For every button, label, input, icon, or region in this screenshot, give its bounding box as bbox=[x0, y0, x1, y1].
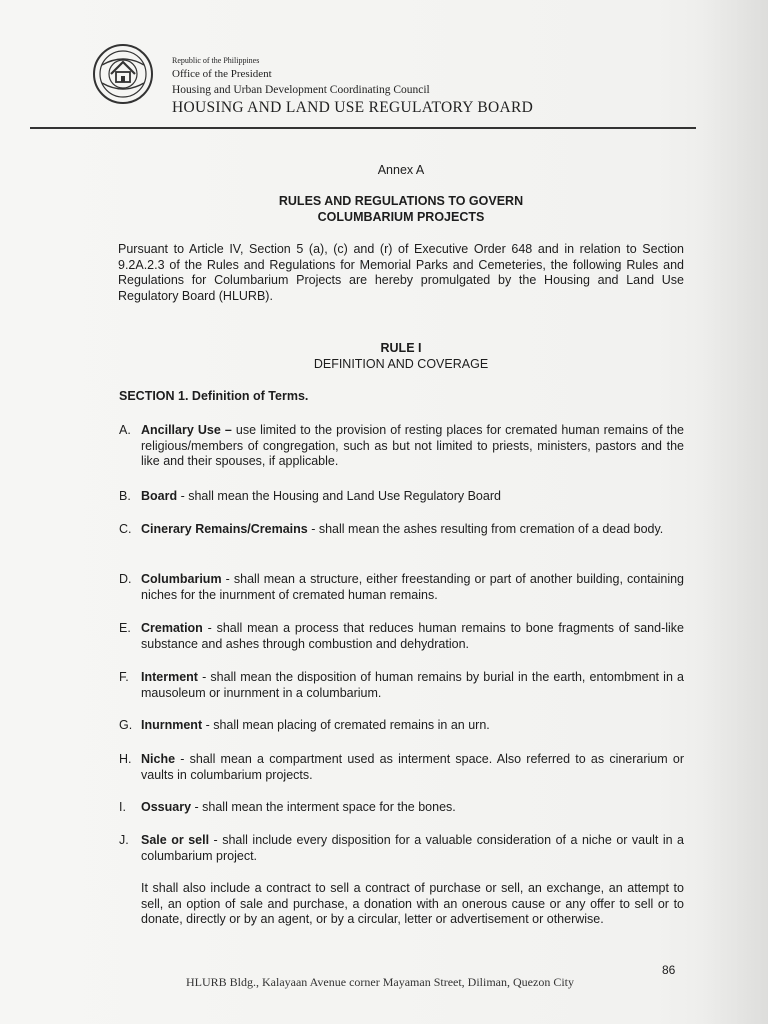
definition-letter: J. bbox=[119, 833, 129, 847]
rule-title: DEFINITION AND COVERAGE bbox=[313, 357, 489, 371]
definition-letter: B. bbox=[119, 489, 131, 503]
annex-label: Annex A bbox=[377, 163, 425, 177]
header-republic: Republic of the Philippines bbox=[172, 56, 260, 65]
header-divider bbox=[30, 127, 696, 129]
definition-item bbox=[119, 621, 684, 652]
definition-item bbox=[119, 572, 684, 603]
definition-letter: I. bbox=[119, 800, 126, 814]
definition-letter: G. bbox=[119, 718, 133, 732]
definition-text: - shall mean the Housing and Land Use Regulatory Board bbox=[177, 489, 501, 503]
definition-term: Interment bbox=[141, 670, 198, 684]
definition-text: - shall mean the ashes resulting from cremation of a dead body. bbox=[307, 522, 664, 536]
definition-term: Cinerary Remains/Cremains bbox=[141, 522, 308, 536]
definition-term: Inurnment bbox=[141, 718, 203, 732]
definition-letter: C. bbox=[119, 522, 132, 536]
definition-item bbox=[119, 423, 684, 470]
definition-term: Ancillary Use – bbox=[141, 423, 232, 437]
definition-item bbox=[119, 522, 684, 538]
header-office: Office of the President bbox=[172, 68, 272, 80]
definition-term: Sale or sell bbox=[141, 833, 210, 847]
doc-title-line2: COLUMBARIUM PROJECTS bbox=[317, 210, 485, 224]
definition-item bbox=[119, 489, 684, 505]
header-council: Housing and Urban Development Coordinating Council bbox=[172, 84, 430, 96]
definition-item bbox=[119, 833, 684, 864]
definition-item bbox=[119, 752, 684, 783]
definition-text: use limited to the provision of resting places for cremated human remains of the religious/members of congregation, such as but not limited to priests, ministers, pastors and the like and their spouses, if applicable. bbox=[141, 423, 684, 468]
definition-letter: H. bbox=[119, 752, 132, 766]
header-agency: HOUSING AND LAND USE REGULATORY BOARD bbox=[172, 99, 534, 116]
definition-text: - shall mean the disposition of human remains by burial in the earth, entombment in a mausoleum or inurnment in a columbarium. bbox=[141, 670, 684, 700]
hlurb-seal-logo bbox=[92, 43, 154, 105]
doc-title-line1: RULES AND REGULATIONS TO GOVERN bbox=[278, 194, 524, 208]
definition-item bbox=[119, 718, 684, 734]
definition-term: Cremation bbox=[141, 621, 203, 635]
definition-term: Columbarium bbox=[141, 572, 222, 586]
definition-text: - shall mean the interment space for the bones. bbox=[191, 800, 456, 814]
definition-item bbox=[119, 800, 684, 816]
definition-term: Board bbox=[141, 489, 178, 503]
section-heading: SECTION 1. Definition of Terms. bbox=[119, 389, 309, 403]
definition-letter: E. bbox=[119, 621, 131, 635]
footer-address: HLURB Bldg., Kalayaan Avenue corner Mayaman Street, Diliman, Quezon City bbox=[185, 975, 574, 989]
intro-paragraph: Pursuant to Article IV, Section 5 (a), (c) and (r) of Executive Order 648 and in relation to Section 9.2A.2.3 of the Rules and Regulations for Memorial Parks and Cemeteries, the following Rules and Regulations for Columbarium Projects are hereby promulgated by the Housing and Land Use Regulatory Board (HLURB). bbox=[118, 242, 684, 303]
definition-letter: F. bbox=[119, 670, 129, 684]
definition-text: - shall mean placing of cremated remains in an urn. bbox=[202, 718, 490, 732]
definition-text: - shall mean a structure, either freestanding or part of another building, containing niches for the inurnment of cremated human remains. bbox=[141, 572, 684, 602]
definition-term: Ossuary bbox=[141, 800, 192, 814]
definition-letter: A. bbox=[119, 423, 131, 437]
definition-text: - shall mean a compartment used as interment space. Also referred to as cinerarium or vaults in columbarium projects. bbox=[141, 752, 684, 782]
page-number: 86 bbox=[662, 963, 676, 977]
rule-number: RULE I bbox=[380, 341, 422, 355]
definition-item bbox=[119, 670, 684, 701]
definition-term: Niche bbox=[141, 752, 176, 766]
definition-letter: D. bbox=[119, 572, 132, 586]
page-edge-shadow bbox=[700, 0, 768, 1024]
definition-text: - shall mean a process that reduces human remains to bone fragments of sand-like substance and ashes through combustion and dehydration. bbox=[141, 621, 684, 651]
sale-extra-paragraph: It shall also include a contract to sell a contract of purchase or sell, an exchange, an attempt to sell, an option of sale and purchase, a donation with an onerous cause or any offer to sell or to donate, directly or by an agent, or by a circular, letter or advertisement or otherwise. bbox=[141, 881, 684, 926]
definition-text: - shall include every disposition for a valuable consideration of a niche or vault in a columbarium project. bbox=[141, 833, 685, 863]
